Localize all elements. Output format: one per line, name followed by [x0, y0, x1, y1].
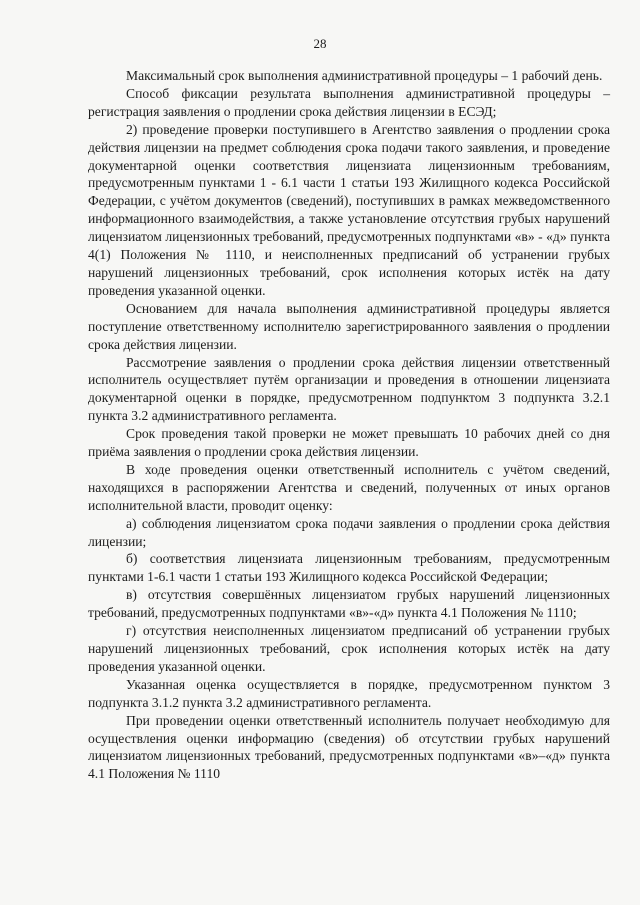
paragraph-assessment-order: Указанная оценка осуществляется в порядке, предусмотренном пунктом 3 подпункта 3.1.2 пункта 3.2 административного регламента.	[88, 676, 610, 710]
paragraph-fixation-method: Способ фиксации результата выполнения административной процедуры – регистрация заявления о продлении срока действия лицензии в ЕСЭД;	[88, 85, 610, 119]
paragraph-check-term: Срок проведения такой проверки не может превышать 10 рабочих дней со дня приёма заявления о продлении срока действия лицензии.	[88, 426, 610, 460]
paragraph-information-request: При проведении оценки ответственный исполнитель получает необходимую для осуществления оценки информацию (сведения) об отсутствии грубых нарушений лицензиатом лицензионных требований, предусмотренных подпунктами «в»–«д» пункта 4.1 Положения № 1110	[88, 712, 610, 782]
paragraph-assessment-intro: В ходе проведения оценки ответственный исполнитель с учётом сведений, находящихся в распоряжении Агентства и сведений, полученных от иных органов исполнительной власти, проводит оценку:	[88, 461, 610, 513]
paragraph-basis: Основанием для начала выполнения административной процедуры является поступление ответственному исполнителю зарегистрированного заявления о продлении срока действия лицензии.	[88, 300, 610, 352]
paragraph-sub-v: в) отсутствия совершённых лицензиатом грубых нарушений лицензионных требований, предусмотренных подпунктами «в»-«д» пункта 4.1 Положения № 1110;	[88, 587, 610, 621]
document-body	[88, 67, 610, 783]
paragraph-max-term: Максимальный срок выполнения административной процедуры – 1 рабочий день.	[126, 68, 603, 83]
paragraph-sub-b: б) соответствия лицензиата лицензионным требованиям, предусмотренным пунктами 1-6.1 части 1 статьи 193 Жилищного кодекса Российской Федерации;	[88, 551, 610, 585]
paragraph-item-2-check: 2) проведение проверки поступившего в Агентство заявления о продлении срока действия лицензии на предмет соблюдения срока подачи такого заявления, и проведение документарной оценки соответствия лицензиата лицензионным требованиям, предусмотренным пунктами 1 - 6.1 части 1 статьи 193 Жилищного кодекса Российской Федерации, с учётом документов (сведений), поступивших в рамках межведомственного информационного взаимодействия, а также установление отсутствия грубых нарушений лицензиатом лицензионных требований, предусмотренных подпунктами «в» - «д» пункта 4(1) Положения № 1110, и неисполненных предписаний об устранении грубых нарушений лицензионных требований, срок исполнения которых истёк на дату проведения указанной оценки.	[88, 121, 610, 298]
page-number: 28	[313, 36, 327, 51]
paragraph-consideration: Рассмотрение заявления о продлении срока действия лицензии ответственный исполнитель осуществляет путём организации и проведения в отношении лицензиата документарной оценки в порядке, предусмотренном подпунктом 3 подпункта 3.2.1 пункта 3.2 административного регламента.	[88, 354, 610, 424]
paragraph-sub-g: г) отсутствия неисполненных лицензиатом предписаний об устранении грубых нарушений лицензионных требований, срок исполнения которых истёк на дату проведения указанной оценки.	[88, 623, 610, 674]
paragraph-sub-a: а) соблюдения лицензиатом срока подачи заявления о продлении срока действия лицензии;	[88, 515, 610, 549]
